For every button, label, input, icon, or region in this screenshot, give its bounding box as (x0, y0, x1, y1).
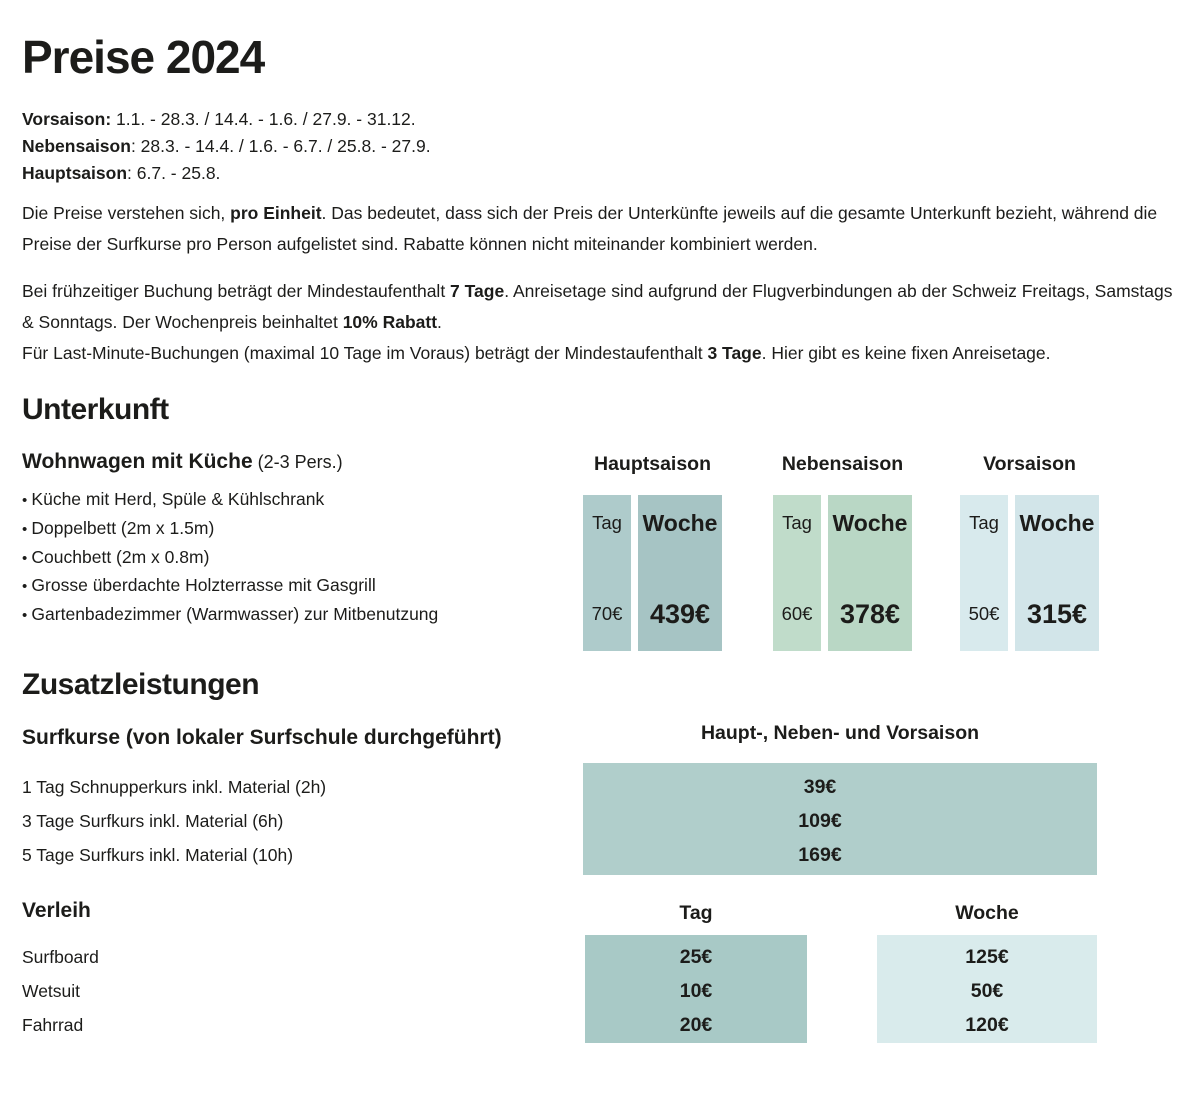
rental-day-price: 25€ (679, 946, 713, 968)
surfkurse-subheading: Surfkurse (von lokaler Surfschule durchgeführt) (22, 726, 502, 749)
season-label: Hauptsaison (22, 163, 128, 183)
day-price-box (773, 495, 821, 651)
rental-week-price: 120€ (965, 1014, 1009, 1036)
price-group-boxes (960, 495, 1099, 651)
course-name: 3 Tage Surfkurs inkl. Material (6h) (22, 811, 284, 831)
day-price: 70€ (591, 603, 623, 624)
season-definition-vorsaison (22, 106, 431, 133)
season-definition-nebensaison (22, 133, 431, 160)
week-price-box (828, 495, 912, 651)
week-price-box (1015, 495, 1099, 651)
section-heading-unterkunft: Unterkunft (22, 393, 169, 426)
verleih-day-price-box (585, 935, 807, 1043)
price-group-hauptsaison (583, 452, 722, 651)
course-name: 5 Tage Surfkurs inkl. Material (10h) (22, 845, 294, 865)
day-label: Tag (782, 512, 812, 533)
day-price: 50€ (968, 603, 1000, 624)
day-price-box (960, 495, 1008, 651)
surfkurse-price-box (583, 763, 1097, 875)
season-dates: 1.1. - 28.3. / 14.4. - 1.6. / 27.9. - 31.12. (111, 109, 416, 129)
course-price: 169€ (798, 844, 842, 866)
rental-item-name: Wetsuit (22, 981, 81, 1001)
price-group-title: Nebensaison (781, 453, 904, 475)
rental-day-price: 20€ (679, 1014, 713, 1036)
text-segment: . Anreisetage sind aufgrund der Flugverbindungen ab der Schweiz Freitags, Samstags & Sonntags. Der Wochenpreis beinhaltet (22, 281, 1173, 332)
season-dates: : 6.7. - 25.8. (127, 163, 221, 183)
text-segment: . Das bedeutet, dass sich der Preis der Unterkünfte jeweils auf die gesamte Unterkunft bezieht, während die Preise der Surfkurse pro Person aufgelistet sind. Rabatte können nicht miteinander kombiniert werden. (22, 203, 1158, 254)
surfkurse-box-heading: Haupt-, Neben- und Vorsaison (700, 722, 980, 744)
week-price: 439€ (649, 599, 711, 629)
rental-item-name: Surfboard (22, 947, 99, 967)
text-segment: Bei frühzeitiger Buchung beträgt der Mindestaufenthalt (22, 281, 451, 301)
price-group-boxes (583, 495, 722, 651)
unit-feature-list (22, 486, 438, 630)
season-label: Vorsaison: (22, 109, 112, 129)
text-segment: . (437, 312, 442, 332)
unit-capacity: (2-3 Pers.) (252, 452, 343, 472)
week-price-box (638, 495, 722, 651)
price-group-boxes (773, 495, 912, 651)
season-dates: : 28.3. - 14.4. / 1.6. - 6.7. / 25.8. - 27.9. (130, 136, 431, 156)
day-label: Tag (969, 512, 999, 533)
text-segment-bold: 10% Rabatt (342, 312, 438, 332)
course-price: 109€ (798, 810, 842, 832)
feature-item: • Doppelbett (2m x 1.5m) (22, 515, 438, 544)
text-segment-bold: 3 Tage (707, 343, 762, 363)
week-label: Woche (832, 510, 908, 536)
price-group-vorsaison (960, 452, 1099, 651)
week-price: 378€ (839, 599, 901, 629)
feature-item: • Küche mit Herd, Spüle & Kühlschrank (22, 486, 438, 515)
price-group-nebensaison (773, 452, 912, 651)
paragraph-early-booking (22, 276, 1188, 338)
feature-item: • Couchbett (2m x 0.8m) (22, 544, 438, 573)
price-group-title: Hauptsaison (593, 453, 712, 475)
page-title: Preise 2024 (22, 31, 265, 83)
verleih-subheading: Verleih (22, 899, 91, 922)
day-price-box (583, 495, 631, 651)
text-segment: Für Last-Minute-Buchungen (maximal 10 Tage im Voraus) beträgt der Mindestaufenthalt (22, 343, 708, 363)
season-definition-hauptsaison (22, 160, 431, 187)
rental-week-price: 50€ (970, 980, 1004, 1002)
text-segment: Die Preise verstehen sich, (22, 203, 231, 223)
verleih-item-list (22, 940, 99, 1042)
intro-paragraph-units (22, 198, 1188, 260)
unit-name: Wohnwagen mit Küche (22, 450, 253, 473)
course-name: 1 Tag Schnupperkurs inkl. Material (2h) (22, 777, 327, 797)
intro-paragraph-booking (22, 276, 1188, 369)
week-label: Woche (642, 510, 718, 536)
text-segment-bold: 7 Tage (450, 281, 505, 301)
day-label: Tag (592, 512, 622, 533)
verleih-day-column-header: Tag (679, 902, 713, 924)
text-segment-bold: pro Einheit (230, 203, 322, 223)
feature-item: • Gartenbadezimmer (Warmwasser) zur Mitbenutzung (22, 601, 438, 630)
text-segment: . Hier gibt es keine fixen Anreisetage. (761, 343, 1051, 363)
course-price: 39€ (803, 776, 837, 798)
paragraph-last-minute (22, 338, 1188, 369)
week-label: Woche (1019, 510, 1095, 536)
rental-day-price: 10€ (679, 980, 713, 1002)
feature-item: • Grosse überdachte Holzterrasse mit Gasgrill (22, 572, 438, 601)
section-heading-zusatzleistungen: Zusatzleistungen (22, 668, 260, 701)
week-price: 315€ (1026, 599, 1088, 629)
day-price: 60€ (781, 603, 813, 624)
unit-title (22, 450, 343, 474)
price-group-title: Vorsaison (983, 453, 1076, 475)
season-label: Nebensaison (22, 136, 131, 156)
rental-item-name: Fahrrad (22, 1015, 84, 1035)
surfkurse-course-list (22, 770, 326, 872)
verleih-week-column-header: Woche (955, 902, 1019, 924)
rental-week-price: 125€ (965, 946, 1009, 968)
season-definitions (22, 106, 431, 187)
verleih-week-price-box (877, 935, 1097, 1043)
